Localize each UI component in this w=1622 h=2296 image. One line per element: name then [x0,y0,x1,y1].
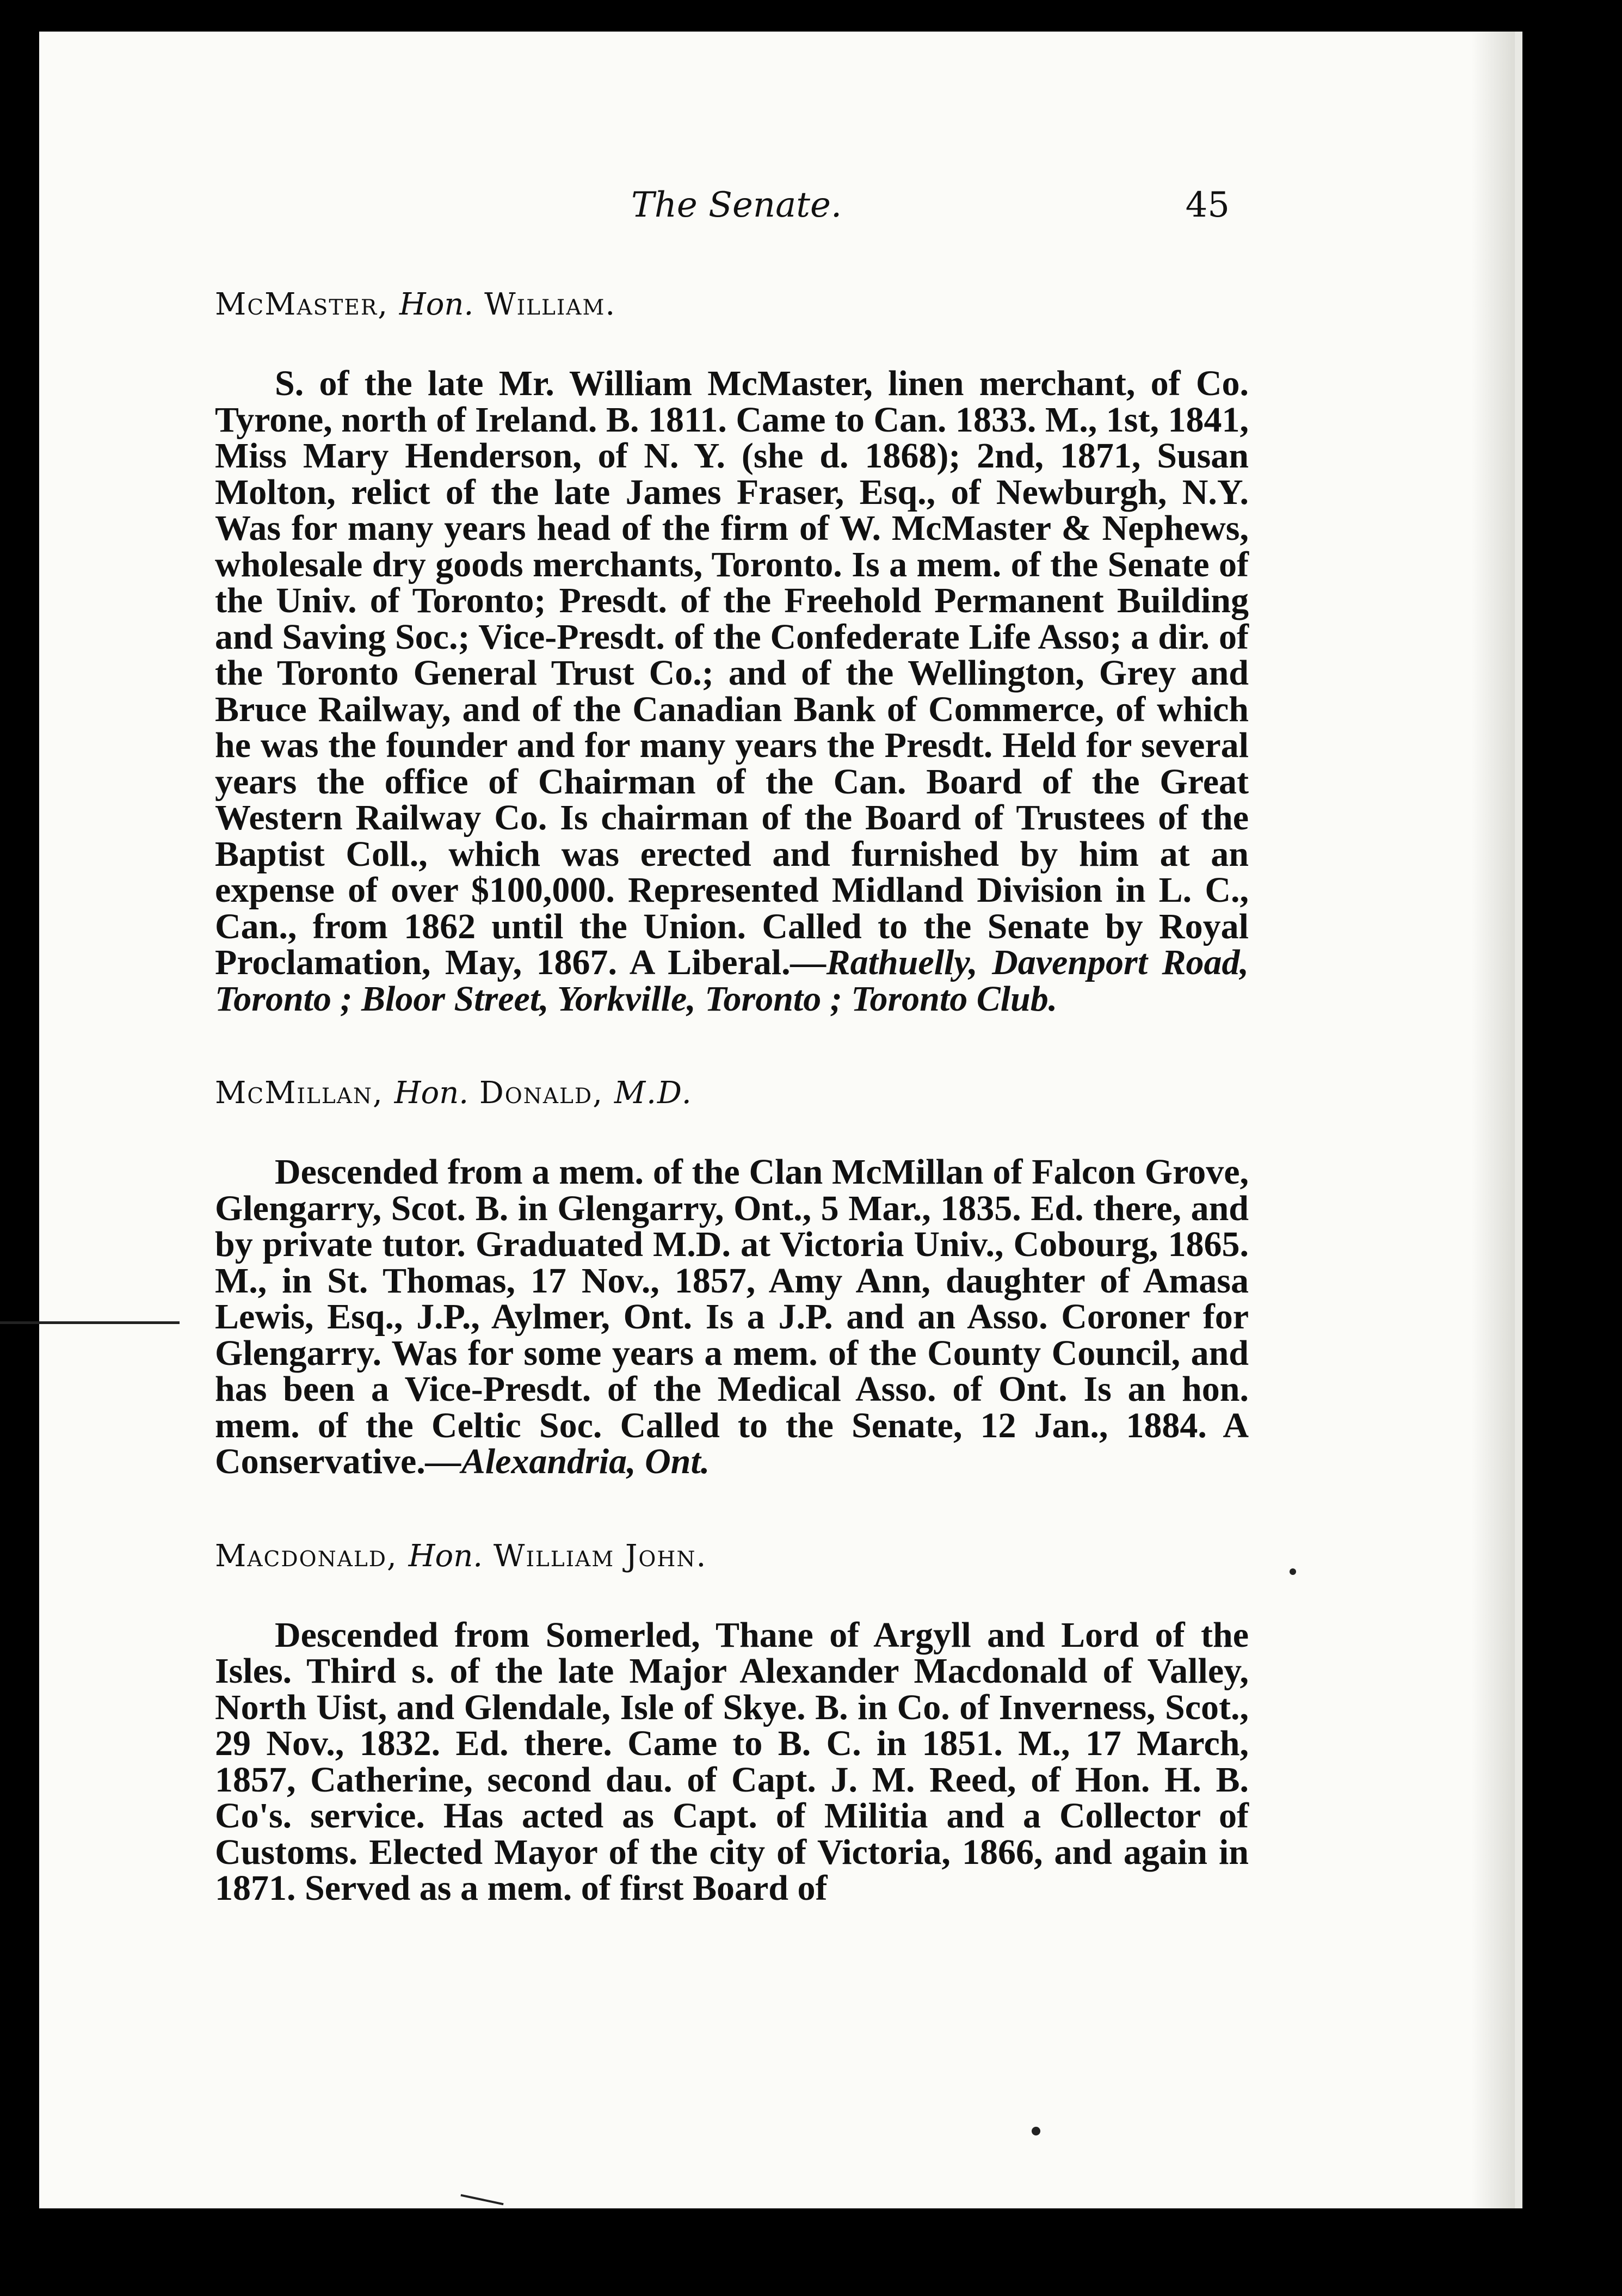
entry-address: —Rathuelly, Davenport Road, Toronto ; Bloor Street, Yorkville, Toronto ; Toronto Club. [215,943,1249,1019]
margin-dot [1032,2127,1040,2135]
entry-body-text: S. of the late Mr. William McMaster, linen merchant, of Co. Tyrone, north of Ireland. B. 1811. Came to Can. 1833. M., 1st, 1841, Miss Mary Henderson, of N. Y. (she d. 1868); 2nd, 1871, Susan Molton, relict of the late James Fraser, Esq., of Newburgh, N.Y. Was for many years head of the firm of W. McMaster & Nephews, wholesale dry goods merchants, Toronto. Is a mem. of the Senate of the Univ. of Toronto; Presdt. of the Freehold Permanent Building and Saving Soc.; Vice-Presdt. of the Confederate Life Asso; a dir. of the Toronto General Trust Co.; and of the Wellington, Grey and Bruce Railway, and of the Canadian Bank of Commerce, of which he was the founder and for many years the Presdt. Held for several years the office of Chairman of the Can. Board of the Great Western Railway Co. Is chairman of the Board of Trustees of the Baptist Coll., which was erected and furnished by him at an expense of over $100,000. Represented Midland Division in L. C., Can., from 1862 until the Union. Called to the Senate by Royal Proclamation, May, 1867. A Liberal. [215,364,1249,982]
scan-border-left [0,0,39,2296]
page-fold-shadow [1471,32,1515,2208]
entry-honorific: Hon. [408,1538,483,1574]
entry-macdonald [215,1535,1249,1907]
margin-dot [1290,1568,1296,1575]
margin-stroke [0,1321,180,1324]
entry-given-name: Donald, [479,1075,604,1111]
text-column [215,283,1249,1961]
entry-heading [215,283,1249,327]
entry-body [215,1617,1249,1907]
entry-heading [215,1535,1249,1578]
entry-honorific: Hon. [399,287,474,322]
entry-given-name: William. [484,287,616,322]
entry-surname: McMillan, [215,1075,384,1111]
entry-honorific: Hon. [394,1075,469,1111]
running-title: The Senate. [631,185,842,225]
entry-given-name: William John. [493,1538,707,1574]
entry-mcmaster [215,283,1249,1017]
page-number: 45 [1185,185,1230,225]
scan-border-bottom [0,2208,1622,2296]
entry-body [215,1154,1249,1480]
running-head [631,175,1230,235]
entry-mcmillan [215,1072,1249,1480]
entry-heading [215,1072,1249,1115]
entry-body-text: Descended from Somerled, Thane of Argyll and Lord of the Isles. Third s. of the late Major Alexander Macdonald of Valley, North Uist, and Glendale, Isle of Skye. B. in Co. of Inverness, Scot., 29 Nov., 1832. Ed. there. Came to B. C. in 1851. M., 17 March, 1857, Catherine, second dau. of Capt. J. M. Reed, of Hon. H. B. Co's. service. Has acted as Capt. of Militia and a Collector of Customs. Elected Mayor of the city of Victoria, 1866, and again in 1871. Served as a mem. of first Board of [215,1615,1249,1908]
entry-surname: McMaster, [215,287,389,322]
entry-body [215,366,1249,1017]
entry-suffix: M.D. [614,1075,693,1111]
entry-surname: Macdonald, [215,1538,398,1574]
entry-address: —Alexandria, Ont. [425,1442,710,1481]
entry-body-text: Descended from a mem. of the Clan McMillan of Falcon Grove, Glengarry, Scot. B. in Glengarry, Ont., 5 Mar., 1835. Ed. there, and by private tutor. Graduated M.D. at Victoria Univ., Cobourg, 1865. M., in St. Thomas, 17 Nov., 1857, Amy Ann, daughter of Amasa Lewis, Esq., J.P., Aylmer, Ont. Is a J.P. and an Asso. Coroner for Glengarry. Was for some years a mem. of the County Council, and has been a Vice-Presdt. of the Medical Asso. of Ont. Is an hon. mem. of the Celtic Soc. Called to the Senate, 12 Jan., 1884. A Conservative. [215,1152,1249,1481]
